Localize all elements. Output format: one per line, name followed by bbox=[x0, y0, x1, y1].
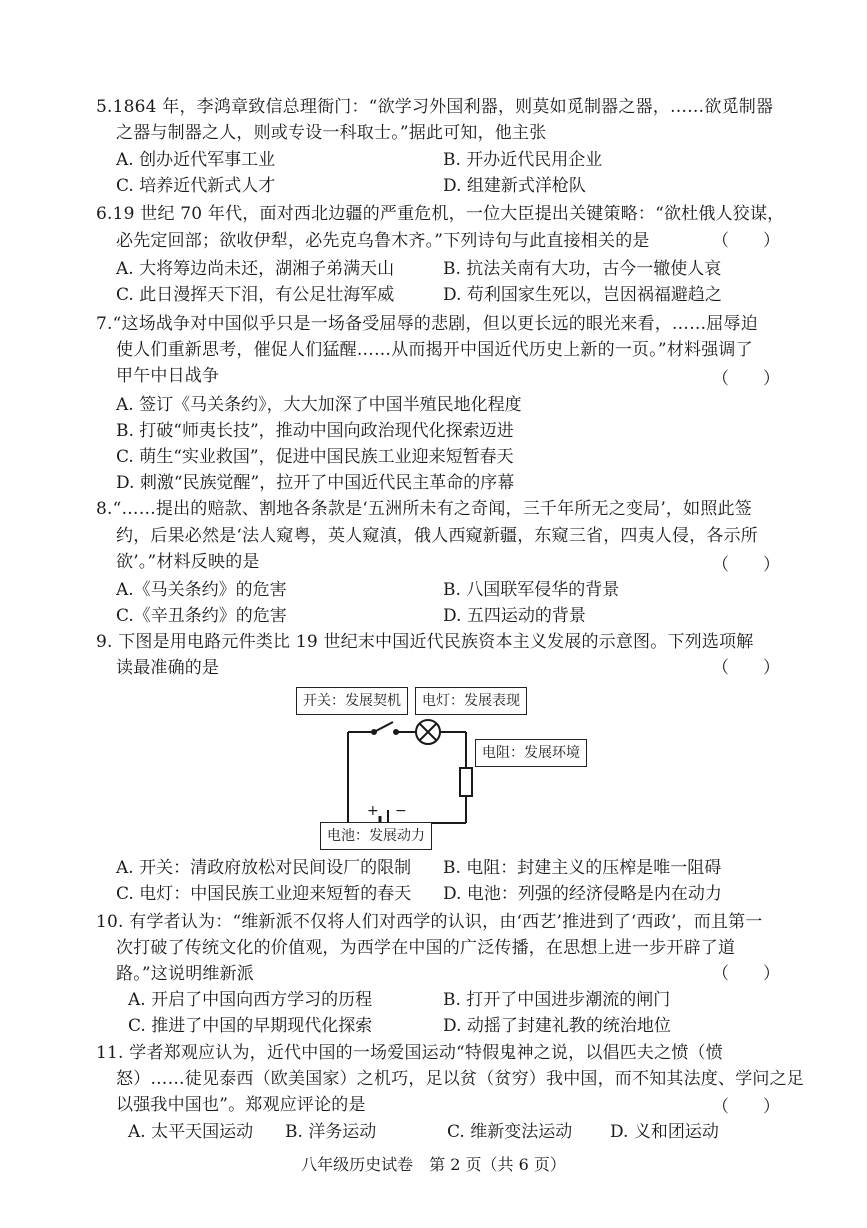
q8-option-a: A.《马关条约》的危害 bbox=[116, 580, 287, 600]
q7-option-d: D. 刺激“民族觉醒”，拉开了中国近代民主革命的序幕 bbox=[116, 473, 515, 493]
q6-answer-paren: （ ） bbox=[712, 231, 780, 251]
q7-line-2: 使人们重新思考，催促人们猛醒……从而揭开中国近代历史上新的一页。”材料强调了 bbox=[116, 340, 753, 360]
q9-line-2: 读最准确的是 bbox=[116, 658, 220, 678]
battery-minus-sign: − bbox=[395, 803, 407, 819]
q8-option-c: C.《辛丑条约》的危害 bbox=[116, 606, 287, 626]
q5-option-d: D. 组建新式洋枪队 bbox=[443, 176, 586, 196]
q6-option-a: A. 大将筹边尚未还，湖湘子弟满天山 bbox=[116, 259, 395, 279]
q11-option-c: C. 维新变法运动 bbox=[447, 1122, 573, 1142]
q5-option-a: A. 创办近代军事工业 bbox=[116, 150, 276, 170]
resistor-label-box: 电阻：发展环境 bbox=[475, 739, 587, 767]
q9-option-b: B. 电阻：封建主义的压榨是唯一阻碍 bbox=[443, 858, 722, 878]
lamp-label-box: 电灯：发展表现 bbox=[415, 687, 527, 715]
battery-label-box: 电池：发展动力 bbox=[320, 822, 432, 850]
q7-option-c: C. 萌生“实业救国”，促进中国民族工业迎来短暂春天 bbox=[116, 447, 514, 467]
q8-line-3: 欲’。”材料反映的是 bbox=[116, 552, 260, 572]
switch-label-box: 开关：发展契机 bbox=[296, 687, 408, 715]
page-footer: 八年级历史试卷 第 2 页（共 6 页） bbox=[301, 1155, 566, 1174]
q11-option-d: D. 义和团运动 bbox=[610, 1122, 719, 1142]
switch-blade bbox=[374, 722, 393, 732]
q10-line-2: 次打破了传统文化的价值观，为西学在中国的广泛传播，在思想上进一步开辟了道 bbox=[116, 938, 736, 958]
q9-option-c: C. 电灯：中国民族工业迎来短暂的春天 bbox=[116, 884, 412, 904]
q6-line-2: 必先定回部；欲收伊犁，必先克乌鲁木齐。”下列诗句与此直接相关的是 bbox=[116, 231, 650, 251]
resistor-symbol bbox=[460, 768, 472, 796]
q6-option-c: C. 此日漫挥天下泪，有公足壮海军威 bbox=[116, 285, 395, 305]
q8-line-1: 8.“……提出的赔款、割地各条款是‘五洲所未有之奇闻，三千年所无之变局’，如照此签 bbox=[96, 499, 752, 519]
q5-option-b: B. 开办近代民用企业 bbox=[443, 150, 603, 170]
q10-line-1: 10. 有学者认为：“维新派不仅将人们对西学的认识，由‘西艺’推进到了‘西政’，而且第一 bbox=[96, 912, 763, 932]
q11-line-2: 怒）……徒见泰西（欧美国家）之机巧，足以贫（贫穷）我中国，而不知其法度、学问之足 bbox=[116, 1069, 804, 1089]
q11-option-a: A. 太平天国运动 bbox=[128, 1122, 254, 1142]
q8-option-d: D. 五四运动的背景 bbox=[443, 606, 586, 626]
q7-line-1: 7.“这场战争对中国似乎只是一场备受屈辱的悲剧，但以更长远的眼光来看，……屈辱迫 bbox=[96, 314, 758, 334]
q9-line-1: 9. 下图是用电路元件类比 19 世纪末中国近代民族资本主义发展的示意图。下列选项解 bbox=[96, 632, 754, 652]
q7-answer-paren: （ ） bbox=[712, 369, 780, 389]
q10-option-b: B. 打开了中国进步潮流的闸门 bbox=[443, 990, 671, 1010]
q10-line-3: 路。”这说明维新派 bbox=[116, 964, 254, 984]
q10-option-d: D. 动摇了封建礼教的统治地位 bbox=[443, 1016, 671, 1036]
q5-option-c: C. 培养近代新式人才 bbox=[116, 176, 276, 196]
q6-option-b: B. 抗法关南有大功，古今一辙使人哀 bbox=[443, 259, 722, 279]
q7-line-3: 甲午中日战争 bbox=[116, 366, 220, 386]
q7-option-b: B. 打破“师夷长技”，推动中国向政治现代化探索迈进 bbox=[116, 421, 514, 441]
q11-line-1: 11. 学者郑观应认为，近代中国的一场爱国运动“特假鬼神之说，以倡匹夫之愤（愤 bbox=[96, 1043, 723, 1063]
q9-answer-paren: （ ） bbox=[712, 658, 780, 678]
q7-option-a: A. 签订《马关条约》，大大加深了中国半殖民地化程度 bbox=[116, 395, 522, 415]
q9-option-d: D. 电池：列强的经济侵略是内在动力 bbox=[443, 884, 722, 904]
q5-line-2: 之器与制器之人，则或专设一科取士。”据此可知，他主张 bbox=[116, 123, 547, 143]
q10-answer-paren: （ ） bbox=[712, 964, 780, 984]
q10-option-a: A. 开启了中国向西方学习的历程 bbox=[128, 990, 373, 1010]
battery-plus-sign: + bbox=[367, 803, 379, 819]
q11-line-3: 以强我中国也”。郑观应评论的是 bbox=[116, 1095, 366, 1115]
q6-option-d: D. 苟利国家生死以，岂因祸福避趋之 bbox=[443, 285, 722, 305]
q5-line-1: 5.1864 年，李鸿章致信总理衙门：“欲学习外国利器，则莫如觅制器之器，……欲觅制器 bbox=[96, 97, 774, 117]
q8-answer-paren: （ ） bbox=[712, 555, 780, 575]
q6-line-1: 6.19 世纪 70 年代，面对西北边疆的严重危机，一位大臣提出关键策略：“欲杜俄人狡谋， bbox=[96, 204, 785, 224]
q8-line-2: 约，后果必然是‘法人窥粤，英人窥滇，俄人西窥新疆，东窥三省，四夷人侵，各示所 bbox=[116, 526, 759, 546]
q8-option-b: B. 八国联军侵华的背景 bbox=[443, 580, 620, 600]
q11-option-b: B. 洋务运动 bbox=[285, 1122, 377, 1142]
q10-option-c: C. 推进了中国的早期现代化探索 bbox=[128, 1016, 373, 1036]
q11-answer-paren: （ ） bbox=[712, 1097, 780, 1117]
q9-option-a: A. 开关：清政府放松对民间设厂的限制 bbox=[116, 858, 412, 878]
